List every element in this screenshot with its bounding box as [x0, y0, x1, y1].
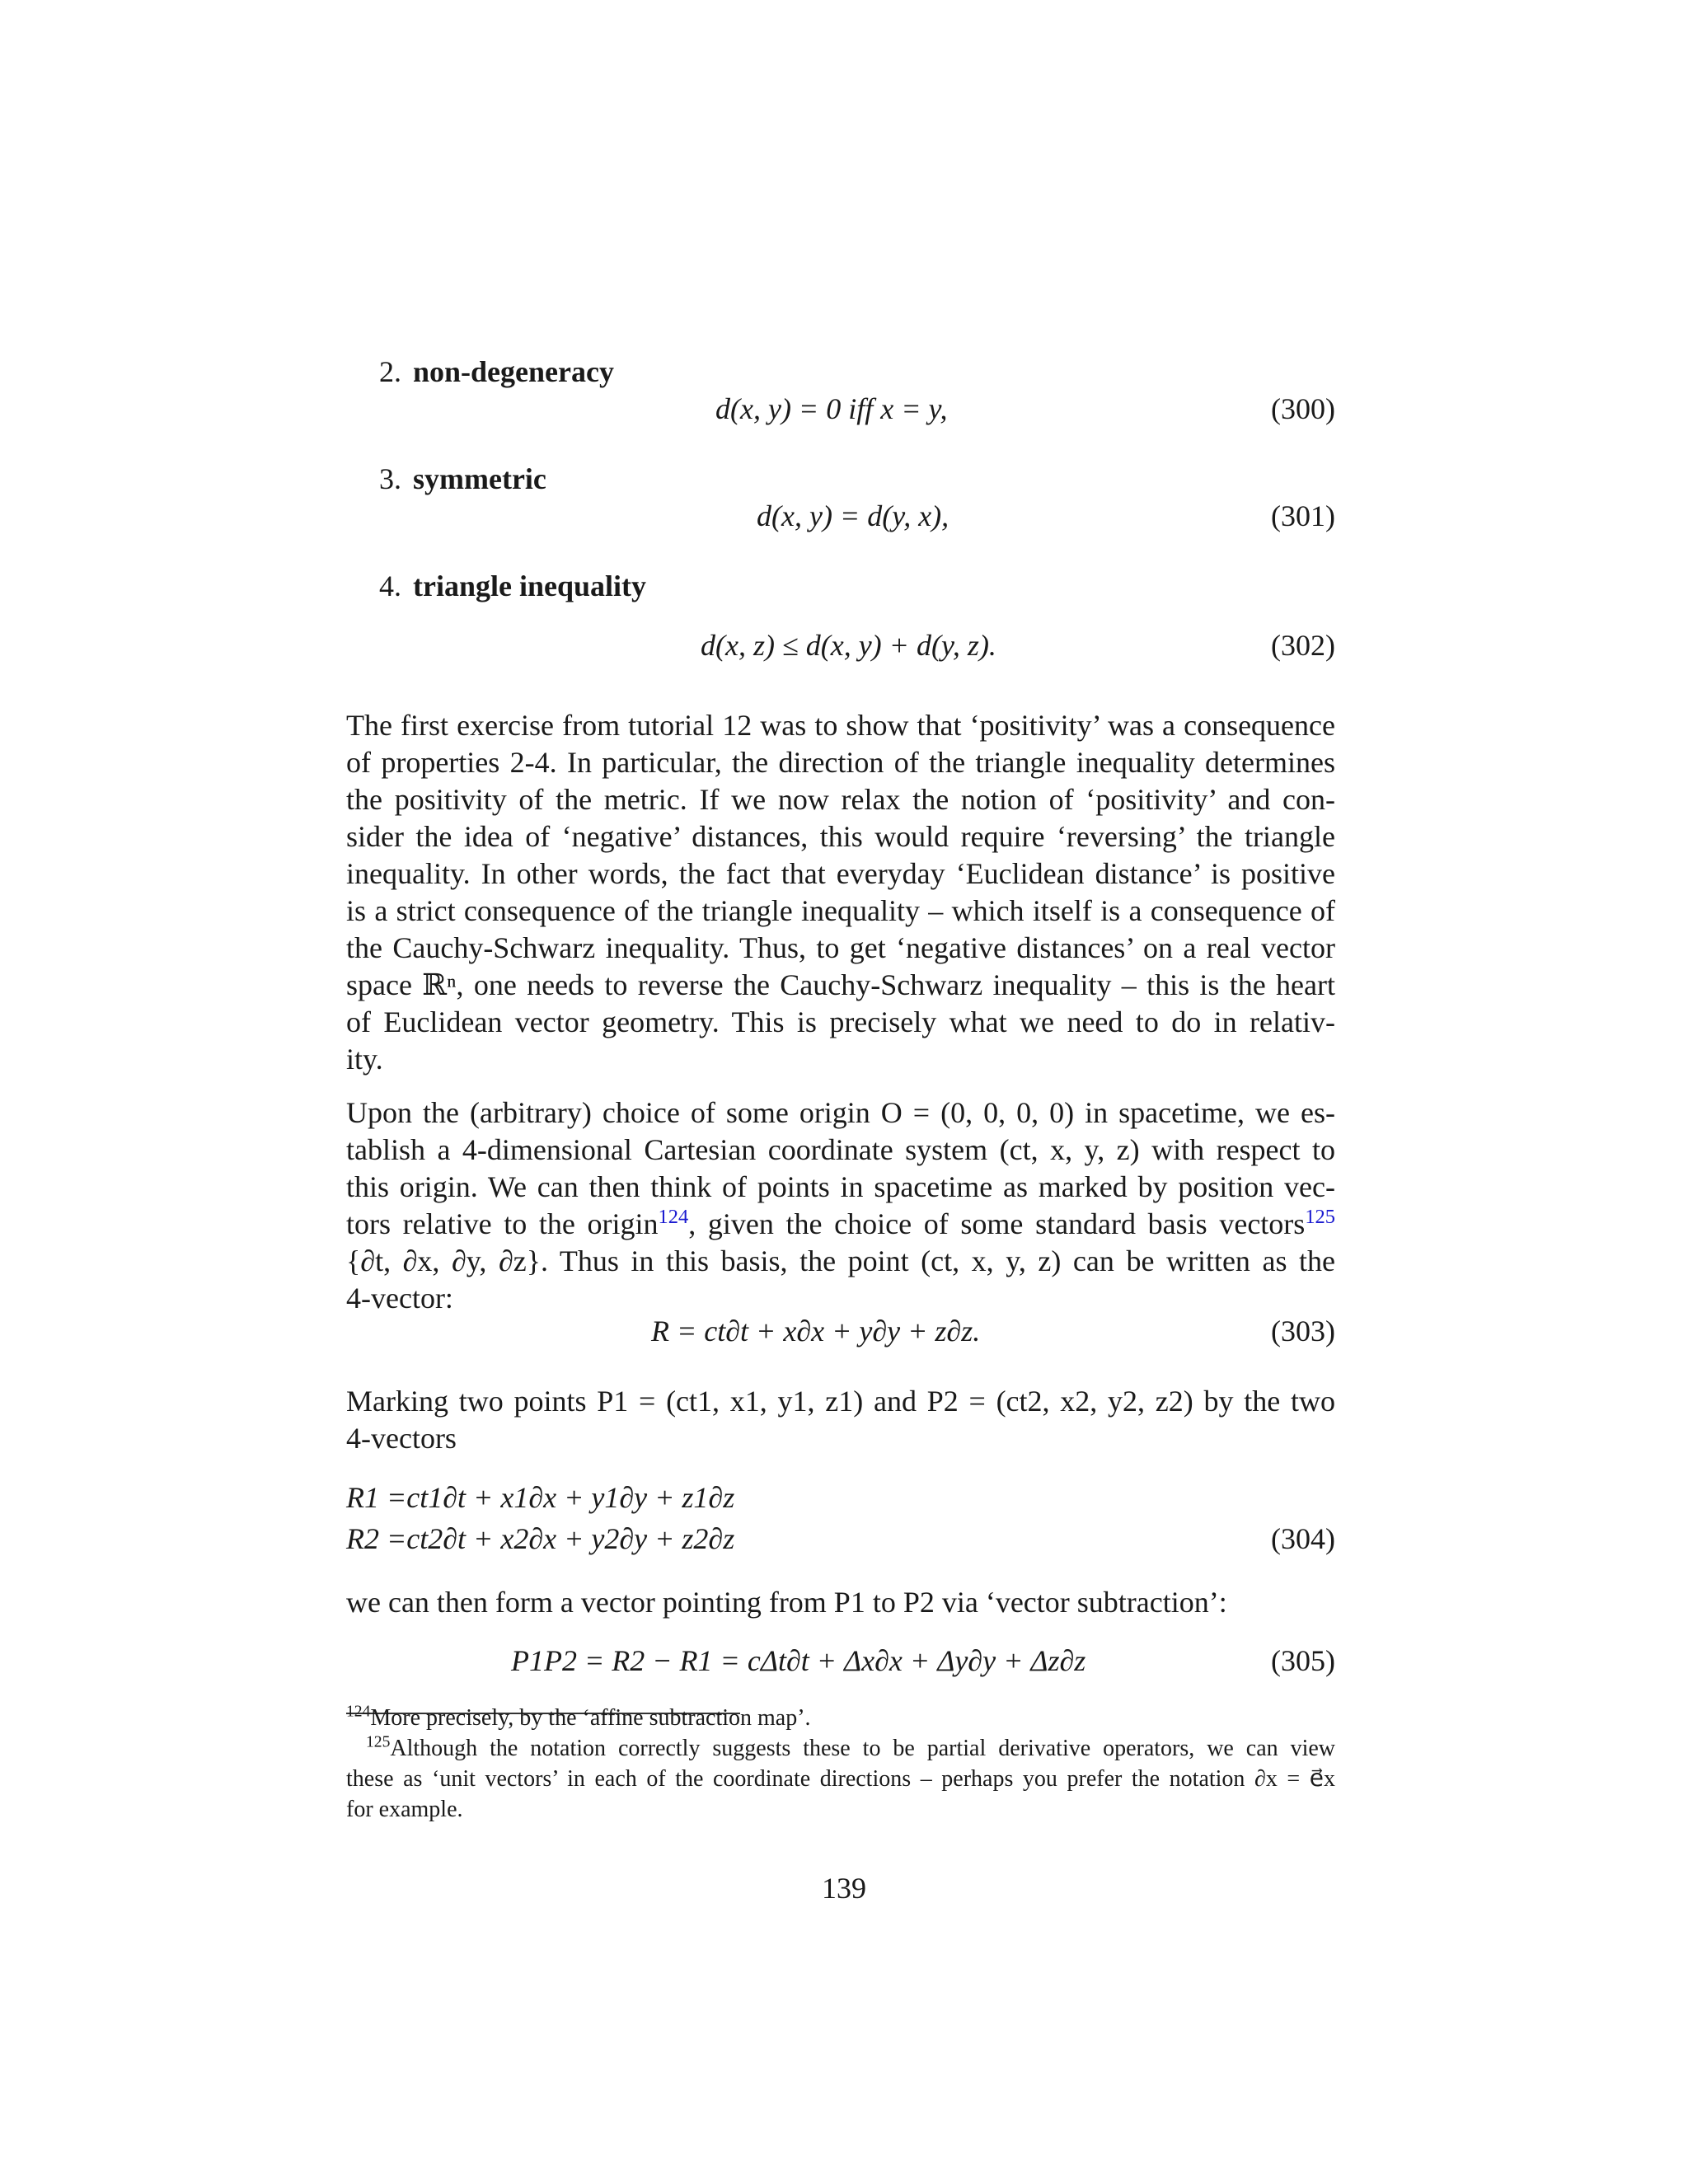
equation-304-line-2 [346, 1521, 1335, 1563]
equation-number: (301) [1271, 499, 1335, 532]
list-item-triangle-inequality [379, 569, 646, 603]
equation-305-text: P1P2 = R2 − R1 = cΔt∂t + Δx∂x + Δy∂y + Δz∂z [511, 1644, 1086, 1677]
list-item-symmetric [379, 462, 546, 496]
footnote-mark: 125 [366, 1733, 391, 1751]
footnote-text: More precisely, by the ‘affine subtraction map’. [370, 1705, 811, 1731]
equation-302-text: d(x, z) ≤ d(x, y) + d(y, z). [701, 629, 996, 662]
equation-304-line-1-text: R1 =ct1∂t + x1∂x + y1∂y + z1∂z [346, 1481, 735, 1514]
paragraph-line: of properties 2-4. In particular, the direction of the triangle inequality determines [346, 746, 1335, 779]
list-item-label: symmetric [413, 462, 546, 495]
paragraph-line-with-footnotes [346, 1206, 1335, 1243]
equation-302 [346, 628, 1335, 669]
footnote-ref-125[interactable]: 125 [1305, 1206, 1336, 1228]
paragraph-line: Marking two points P1 = (ct1, x1, y1, z1) and P2 = (ct2, x2, y2, z2) by the two [346, 1385, 1335, 1418]
paragraph-line: the Cauchy-Schwarz inequality. Thus, to get ‘negative distances’ on a real vector [346, 931, 1335, 964]
paragraph-line: 4-vectors [346, 1422, 457, 1455]
footnote-line [346, 1703, 1335, 1733]
paragraph-line: inequality. In other words, the fact that everyday ‘Euclidean distance’ is positive [346, 857, 1335, 890]
paragraph-line: The first exercise from tutorial 12 was to show that ‘positivity’ was a consequence [346, 709, 1335, 742]
paragraph-vector-subtraction [346, 1584, 1335, 1621]
paragraph-line: is a strict consequence of the triangle inequality – which itself is a consequence of [346, 894, 1335, 927]
paragraph-line: Upon the (arbitrary) choice of some origin O = (0, 0, 0, 0) in spacetime, we es- [346, 1096, 1335, 1129]
equation-number: (304) [1271, 1522, 1335, 1555]
equation-number: (300) [1271, 392, 1335, 425]
paragraph-line: of Euclidean vector geometry. This is precisely what we need to do in relativ- [346, 1005, 1335, 1038]
paragraph-positivity [346, 707, 1335, 1078]
footnote-mark: 124 [346, 1703, 371, 1721]
paragraph-text: tors relative to the origin [346, 1207, 659, 1240]
paragraph-line: ity. [346, 1043, 383, 1076]
list-item-number: 2. [379, 355, 401, 388]
paragraph-line: we can then form a vector pointing from P1 to P2 via ‘vector subtraction’: [346, 1586, 1227, 1619]
equation-304-line-2-text: R2 =ct2∂t + x2∂x + y2∂y + z2∂z [346, 1522, 735, 1555]
footnote-ref-124[interactable]: 124 [658, 1206, 689, 1228]
paragraph-two-points [346, 1383, 1335, 1457]
footnote-124 [346, 1703, 1335, 1733]
equation-301-text: d(x, y) = d(y, x), [757, 499, 950, 532]
list-item-number: 4. [379, 569, 401, 602]
equation-304-line-1 [346, 1480, 1335, 1521]
equation-303 [346, 1314, 1335, 1355]
footnote-125 [346, 1733, 1335, 1825]
equation-number: (302) [1271, 629, 1335, 662]
paragraph-line: tablish a 4-dimensional Cartesian coordinate system (ct, x, y, z) with respect to [346, 1133, 1335, 1166]
paragraph-text: , given the choice of some standard basis vectors [688, 1207, 1306, 1240]
equation-305 [346, 1643, 1335, 1685]
list-item-non-degeneracy [379, 354, 614, 389]
equation-301 [346, 499, 1335, 540]
paragraph-line: space ℝⁿ, one needs to reverse the Cauchy-Schwarz inequality – this is the heart [346, 968, 1335, 1001]
footnote-line: for example. [346, 1797, 463, 1822]
paragraph-line: 4-vector: [346, 1282, 453, 1315]
paragraph-line: {∂t, ∂x, ∂y, ∂z}. Thus in this basis, the point (ct, x, y, z) can be written as the [346, 1244, 1335, 1277]
list-item-number: 3. [379, 462, 401, 495]
footnote-line: these as ‘unit vectors’ in each of the coordinate directions – perhaps you prefer the notation ∂x = e⃗x [346, 1766, 1335, 1792]
paragraph-coordinates [346, 1094, 1335, 1317]
list-item-label: non-degeneracy [413, 355, 614, 388]
page-number: 139 [822, 1872, 866, 1905]
paragraph-line: this origin. We can then think of points in spacetime as marked by position vec- [346, 1170, 1335, 1203]
footnote-text: Although the notation correctly suggests these to be partial derivative operators, we can view [390, 1736, 1335, 1761]
equation-number: (305) [1271, 1644, 1335, 1677]
equation-300 [346, 391, 1335, 433]
list-item-label: triangle inequality [413, 569, 647, 602]
paragraph-line: the positivity of the metric. If we now relax the notion of ‘positivity’ and con- [346, 783, 1335, 816]
equation-300-text: d(x, y) = 0 iff x = y, [715, 392, 948, 425]
equation-number: (303) [1271, 1315, 1335, 1347]
footnote-line [346, 1733, 1335, 1764]
paragraph-line: sider the idea of ‘negative’ distances, this would require ‘reversing’ the triangle [346, 820, 1335, 853]
equation-300-body [715, 391, 948, 426]
equation-303-text: R = ct∂t + x∂x + y∂y + z∂z. [651, 1315, 981, 1347]
